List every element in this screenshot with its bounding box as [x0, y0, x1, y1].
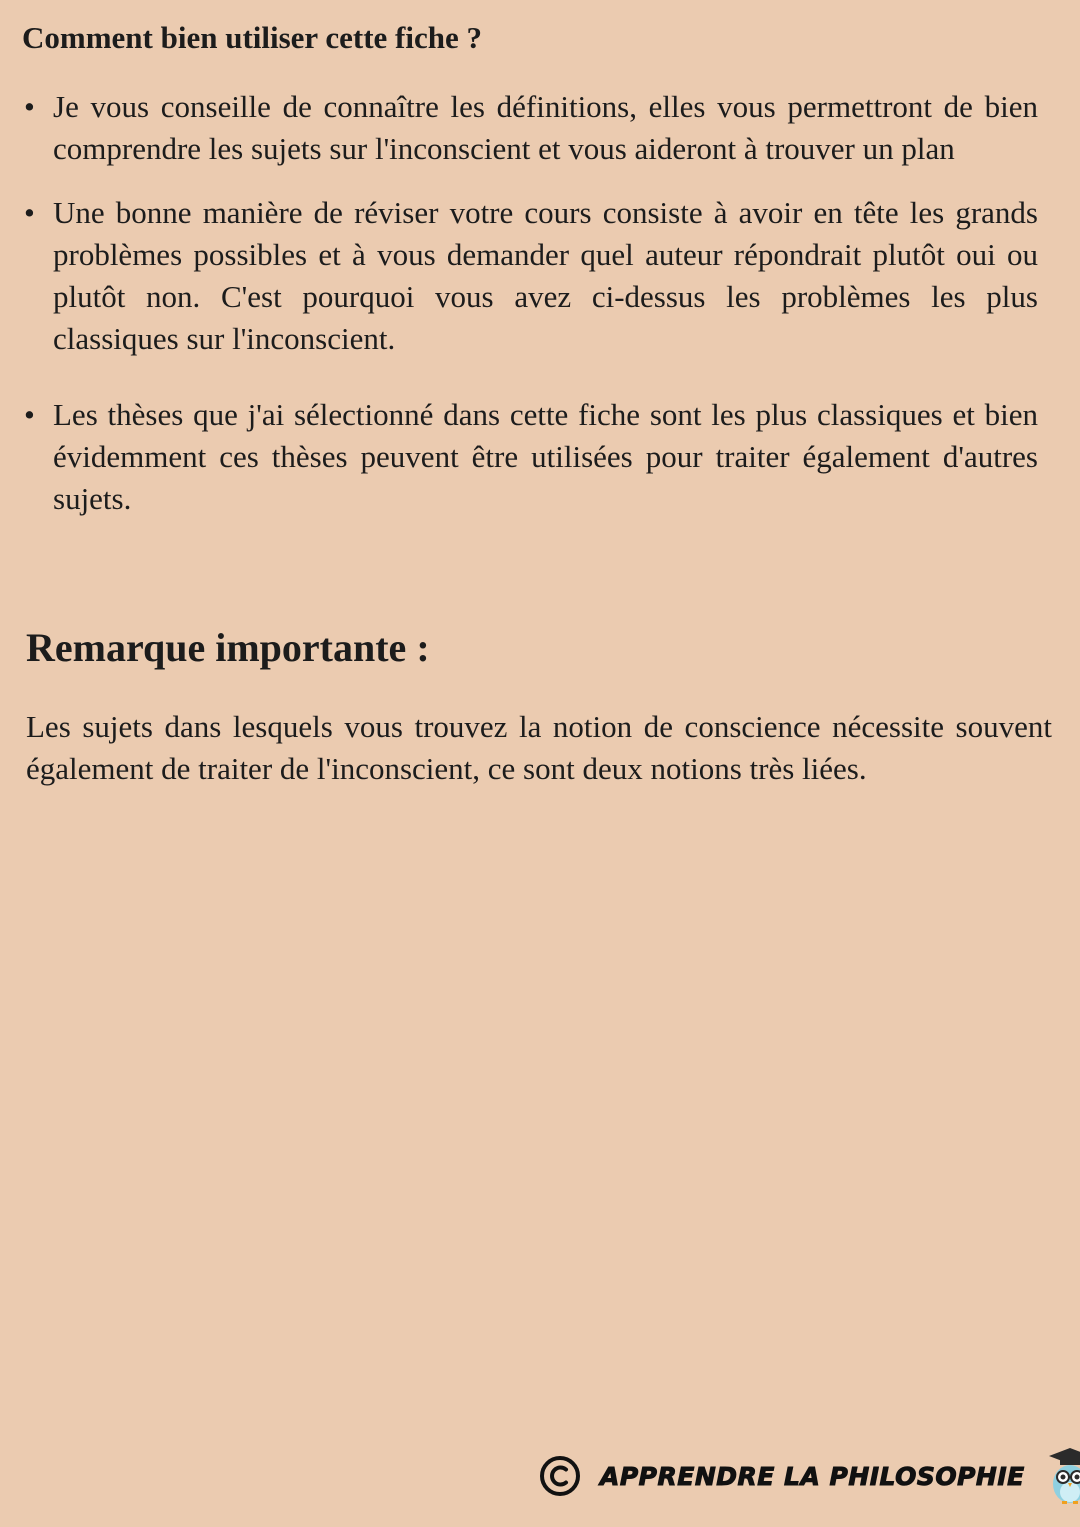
usage-bullet-list	[0, 86, 1080, 520]
bullet-item-theses	[0, 394, 1080, 520]
bullet-text: Les thèses que j'ai sélectionné dans cette fiche sont les plus classiques et bien évidemment ces thèses peuvent être utilisées pour traiter également d'autres sujets.	[53, 397, 1038, 516]
remark-title: Remarque importante :	[26, 625, 430, 670]
footer-branding	[538, 1444, 1080, 1508]
copyright-icon-graphic	[538, 1454, 582, 1498]
bullet-marker: •	[24, 195, 35, 230]
remark-text: Les sujets dans lesquels vous trouvez la notion de conscience nécessite souvent également de traiter de l'inconscient, ce sont deux notions très liées.	[26, 709, 1052, 786]
brand-name: APPRENDRE LA PHILOSOPHIE	[600, 1461, 1025, 1491]
bullet-text: Je vous conseille de connaître les définitions, elles vous permettront de bien comprendre les sujets sur l'inconscient et vous aideront à trouver un plan	[53, 89, 1038, 166]
bullet-text: Une bonne manière de réviser votre cours consiste à avoir en tête les grands problèmes possibles et à vous demander quel auteur répondrait plutôt oui ou plutôt non. C'est pourquoi vous avez ci-dessus les problèmes les plus classiques sur l'inconscient.	[53, 195, 1038, 356]
bullet-item-revision-method	[0, 192, 1080, 360]
bullet-marker: •	[24, 397, 35, 432]
bullet-item-definitions	[0, 86, 1080, 170]
bullet-marker: •	[24, 89, 35, 124]
owl-graduate-icon	[1047, 1446, 1080, 1506]
usage-title: Comment bien utiliser cette fiche ?	[22, 20, 483, 55]
copyright-icon	[538, 1454, 582, 1498]
